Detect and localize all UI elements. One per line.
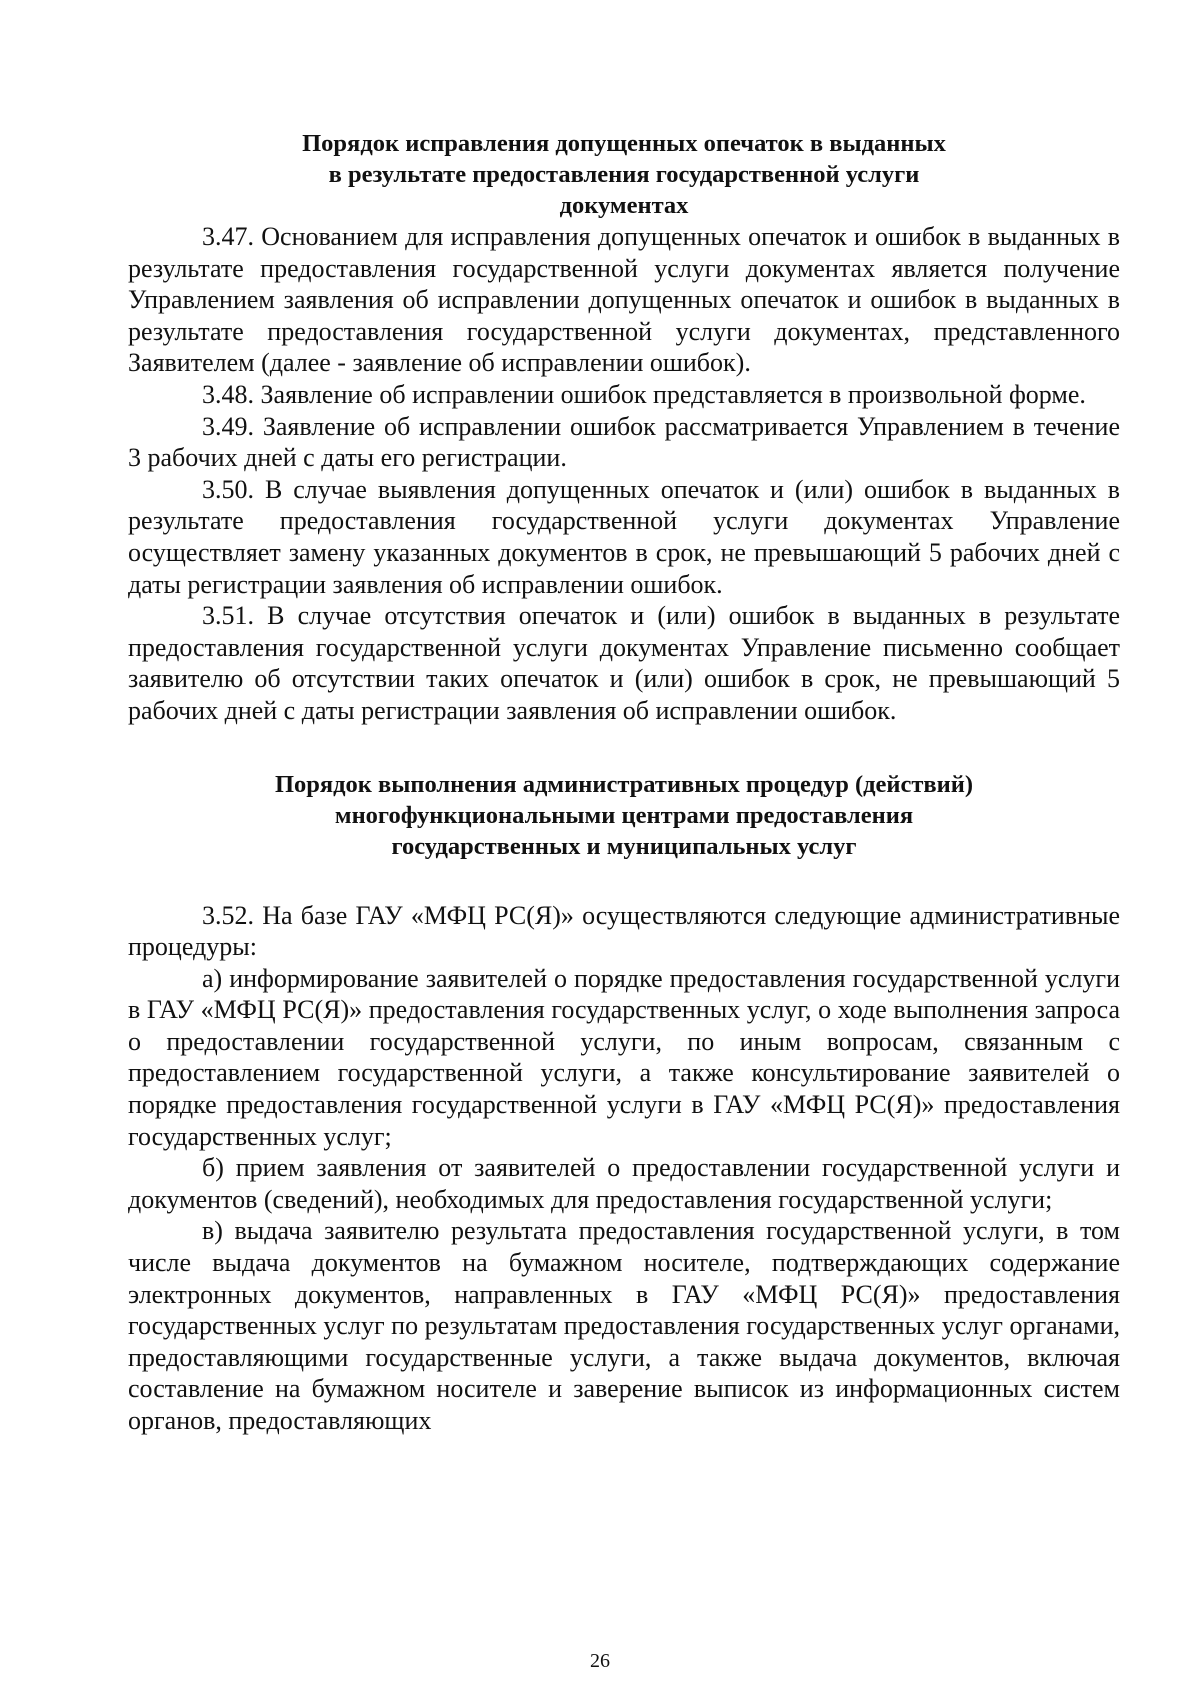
document-page: [128, 128, 1120, 1437]
paragraph-3-49: 3.49. Заявление об исправлении ошибок рассматривается Управлением в течение 3 рабочих дней с даты его регистрации.: [128, 411, 1120, 473]
heading-line: Порядок выполнения административных процедур (действий): [274, 770, 974, 798]
paragraph-3-48: 3.48. Заявление об исправлении ошибок представляется в произвольной форме.: [202, 379, 1086, 409]
heading-line: документах: [559, 192, 689, 219]
heading-line: многофункциональными центрами предоставления: [334, 801, 914, 829]
heading-line: Порядок исправления допущенных опечаток в выданных: [302, 130, 946, 157]
page-number: 26: [590, 1650, 610, 1672]
paragraph-3-52: 3.52. На базе ГАУ «МФЦ РС(Я)» осуществляются следующие административные процедуры:: [128, 900, 1120, 962]
paragraph-3-51: 3.51. В случае отсутствия опечаток и (или) ошибок в выданных в результате предоставления государственной услуги документах Управление письменно сообщает заявителю об отсутствии таких опечаток и (или) ошибок в срок, не превышающий 5 рабочих дней с даты регистрации заявления об исправлении ошибок.: [128, 601, 1120, 725]
heading-line: в результате предоставления государственной услуги: [328, 161, 920, 188]
paragraph-3-50: 3.50. В случае выявления допущенных опечаток и (или) ошибок в выданных в результате предоставления государственной услуги документах Управление осуществляет замену указанных документов в срок, не превышающий 5 рабочих дней с даты регистрации заявления об исправлении ошибок.: [128, 474, 1120, 599]
section-heading-typo-correction: [128, 128, 1120, 221]
section-heading-mfc-procedures: [128, 769, 1120, 862]
list-item-a: а) информирование заявителей о порядке предоставления государственной услуги в ГАУ «МФЦ РС(Я)» предоставления государственных услуг, о ходе выполнения запроса о предоставлении государственной услуги, по иным вопросам, связанным с предоставлением государственной услуги, а также консультирование заявителей о порядке предоставления государственной услуги в ГАУ «МФЦ РС(Я)» предоставления государственных услуг;: [128, 963, 1120, 1151]
paragraph-3-47: 3.47. Основанием для исправления допущенных опечаток и ошибок в выданных в результате предоставления государственной услуги документах является получение Управлением заявления об исправлении допущенных опечаток и ошибок в выданных в результате предоставления государственной услуги документах, представленного Заявителем (далее - заявление об исправлении ошибок).: [128, 222, 1120, 378]
section-spacer: [128, 727, 1120, 769]
list-item-v: в) выдача заявителю результата предоставления государственной услуги, в том числе выдача документов на бумажном носителе, подтверждающих содержание электронных документов, направленных в ГАУ «МФЦ РС(Я)» предоставления государственных услуг по результатам предоставления государственных услуг органами, предоставляющими государственные услуги, а также выдача документов, включая составление на бумажном носителе и заверение выписок из информационных систем органов, предоставляющих: [128, 1216, 1120, 1435]
list-item-b: б) прием заявления от заявителей о предоставлении государственной услуги и документов (сведений), необходимых для предоставления государственной услуги;: [128, 1153, 1120, 1214]
heading-line: государственных и муниципальных услуг: [391, 832, 857, 860]
section-spacer: [128, 862, 1120, 900]
